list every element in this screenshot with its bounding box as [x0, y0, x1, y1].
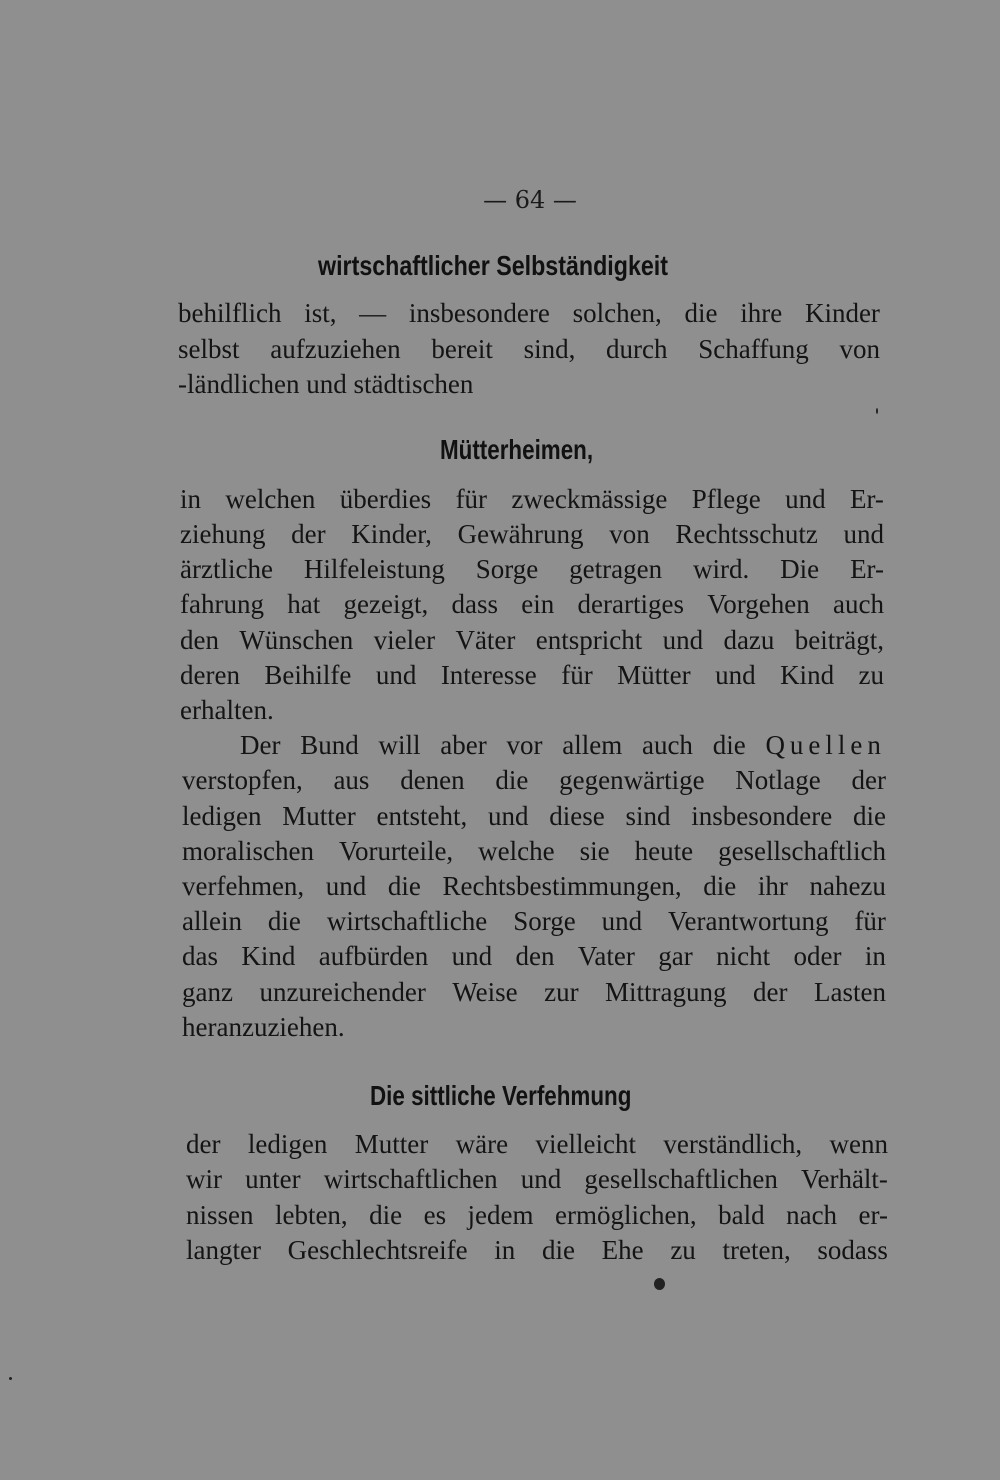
word: Rechtsschutz [675, 519, 818, 549]
word: Vorgehen [707, 589, 810, 619]
word: Pflege [691, 484, 761, 514]
word: jedem [467, 1200, 534, 1230]
word: und [487, 801, 529, 831]
word: vor [506, 730, 543, 760]
word: will [378, 730, 421, 760]
word: vieler [373, 625, 436, 655]
word: Hilfeleistung [303, 554, 445, 584]
word: selbst [178, 334, 240, 364]
word: die [852, 801, 886, 831]
word: verfehmen, [182, 871, 305, 901]
word: ermöglichen, [554, 1200, 697, 1230]
page-number: — 64 — [483, 186, 577, 214]
word: Schaffung [698, 334, 809, 364]
word: gegenwärtige [559, 765, 705, 795]
word: allem [562, 730, 623, 760]
text-line: heranzuziehen. [182, 1012, 345, 1042]
word: zur [544, 977, 579, 1007]
word: lebten, [274, 1200, 348, 1230]
word: welche [478, 836, 555, 866]
word: die [369, 1200, 403, 1230]
word: die [387, 871, 421, 901]
word: allein [182, 906, 242, 936]
word: in [494, 1235, 516, 1265]
word: und [785, 484, 826, 514]
word: überdies [339, 484, 432, 514]
word: Kinder, [351, 519, 432, 549]
word: insbesondere [408, 298, 550, 328]
word: die [703, 871, 737, 901]
word: in [864, 941, 886, 971]
text-line [178, 300, 880, 327]
word: Kinder [804, 298, 880, 328]
word: wirtschaftlichen [323, 1164, 498, 1194]
word: und [715, 660, 756, 690]
word: sie [579, 836, 610, 866]
word: moralischen [182, 836, 314, 866]
word: nissen [186, 1200, 254, 1230]
text-line: erhalten. [180, 695, 274, 725]
word: und [375, 660, 417, 690]
word: für [854, 906, 886, 936]
word: Mütter [617, 660, 691, 690]
word: wir [186, 1164, 222, 1194]
heading-muetterheimen: Mütterheimen, [440, 434, 594, 465]
text-line [180, 556, 884, 583]
word: Interesse [440, 660, 537, 690]
word: es [423, 1200, 447, 1230]
text-line [182, 908, 886, 935]
word: Der [240, 730, 281, 760]
word: Bund [300, 730, 359, 760]
word: Verhält- [800, 1164, 888, 1194]
heading-sittliche-verfehmung: Die sittliche Verfehmung [370, 1080, 632, 1111]
text-line: -ländlichen und städtischen [178, 369, 474, 399]
word: der [186, 1129, 221, 1159]
word: aber [440, 730, 487, 760]
word: Kind [780, 660, 835, 690]
text-line [178, 336, 880, 363]
text-line [186, 1237, 888, 1264]
text-line [182, 873, 886, 900]
word: gesellschaftlichen [584, 1164, 778, 1194]
text-line [180, 627, 884, 654]
heading-selbstaendigkeit: wirtschaftlicher Selbständigkeit [318, 250, 668, 281]
word: der [851, 765, 886, 795]
text-line [180, 521, 884, 548]
word: dazu [723, 625, 775, 655]
word: gesellschaftlich [718, 836, 886, 866]
word: von [609, 519, 650, 549]
word: Beihilfe [264, 660, 352, 690]
word: und [451, 941, 493, 971]
word: verständlich, [663, 1129, 803, 1159]
word: Kind [241, 941, 296, 971]
word: wird. [693, 554, 750, 584]
word: aus [333, 765, 370, 795]
word: denen [400, 765, 465, 795]
text-line [180, 486, 884, 513]
word: entsteht, [376, 801, 468, 831]
text-line [240, 732, 886, 759]
word: der [291, 519, 326, 549]
word: auch [641, 730, 693, 760]
text-line [180, 591, 884, 618]
word: der [753, 977, 788, 1007]
word: aufbürden [318, 941, 429, 971]
word: dass [451, 589, 498, 619]
word: getragen [569, 554, 663, 584]
text-line [182, 838, 886, 865]
word: die [684, 298, 718, 328]
word: nahezu [809, 871, 886, 901]
word: gezeigt, [343, 589, 429, 619]
word: derartiges [577, 589, 684, 619]
ink-speck [654, 1278, 665, 1290]
word: ist, [304, 298, 337, 328]
text-line [186, 1131, 888, 1158]
word: Mutter [354, 1129, 429, 1159]
word: sind [625, 801, 671, 831]
word: ganz [182, 977, 233, 1007]
word: für [455, 484, 488, 514]
word: solchen, [572, 298, 662, 328]
word: Quellen [765, 730, 886, 760]
word: Sorge [513, 906, 576, 936]
word: verstopfen, [182, 765, 303, 795]
word: nicht [716, 941, 771, 971]
text-line [180, 662, 884, 689]
text-line [186, 1166, 888, 1193]
word: ziehung [180, 519, 266, 549]
word: den [515, 941, 555, 971]
word: von [839, 334, 880, 364]
word: Er- [850, 554, 884, 584]
word: und [601, 906, 643, 936]
word: Notlage [735, 765, 821, 795]
word: zu [670, 1235, 696, 1265]
word: langter [186, 1235, 261, 1265]
word: Lasten [813, 977, 886, 1007]
word: ihr [757, 871, 788, 901]
word: bald [718, 1200, 765, 1230]
word: Mittragung [605, 977, 727, 1007]
word: heute [634, 836, 694, 866]
word: sind, [523, 334, 576, 364]
word: sodass [817, 1235, 888, 1265]
word: Rechtsbestimmungen, [442, 871, 682, 901]
word: nach [786, 1200, 838, 1230]
word: auch [833, 589, 884, 619]
word: Vorurteile, [338, 836, 454, 866]
word: beiträgt, [794, 625, 884, 655]
word: ein [521, 589, 555, 619]
word: Mutter [282, 801, 356, 831]
word: fahrung [180, 589, 264, 619]
word: Sorge [475, 554, 539, 584]
word: durch [606, 334, 668, 364]
word: das [182, 941, 218, 971]
word: gar [658, 941, 693, 971]
word: welchen [225, 484, 316, 514]
word: — [359, 298, 387, 328]
word: und [843, 519, 884, 549]
word: wenn [829, 1129, 888, 1159]
ink-speck [876, 408, 878, 414]
word: Väter [455, 625, 516, 655]
text-line [182, 979, 886, 1006]
word: in [180, 484, 202, 514]
text-line [182, 803, 886, 830]
word: wirtschaftliche [326, 906, 488, 936]
word: unzureichender [259, 977, 426, 1007]
word: Wünschen [239, 625, 354, 655]
word: aufzuziehen [270, 334, 401, 364]
word: für [561, 660, 593, 690]
word: ledigen [247, 1129, 328, 1159]
word: und [662, 625, 704, 655]
word: vielleicht [535, 1129, 636, 1159]
word: treten, [722, 1235, 791, 1265]
word: er- [858, 1200, 888, 1230]
word: die [495, 765, 529, 795]
word: oder [793, 941, 842, 971]
word: bereit [431, 334, 493, 364]
word: Gewährung [457, 519, 584, 549]
word: diese [549, 801, 605, 831]
word: und [520, 1164, 562, 1194]
word: Die [780, 554, 820, 584]
word: Weise [452, 977, 518, 1007]
word: behilflich [178, 298, 282, 328]
word: Geschlechtsreife [287, 1235, 468, 1265]
word: Ehe [601, 1235, 644, 1265]
word: entspricht [535, 625, 643, 655]
word: und [325, 871, 367, 901]
word: unter [245, 1164, 301, 1194]
word: deren [180, 660, 240, 690]
word: Er- [849, 484, 884, 514]
word: die [267, 906, 301, 936]
text-line [182, 767, 886, 794]
word: zweckmässige [511, 484, 668, 514]
word: insbesondere [691, 801, 833, 831]
word: ihre [740, 298, 783, 328]
word: den [180, 625, 219, 655]
word: die [541, 1235, 575, 1265]
text-line [186, 1202, 888, 1229]
word: zu [858, 660, 884, 690]
word: hat [287, 589, 321, 619]
word: wäre [455, 1129, 509, 1159]
word: Vater [577, 941, 635, 971]
word: ärztliche [180, 554, 273, 584]
word: Verantwortung [668, 906, 829, 936]
ink-speck [9, 1377, 12, 1380]
word: ledigen [182, 801, 262, 831]
word: die [712, 730, 746, 760]
text-line [182, 943, 886, 970]
